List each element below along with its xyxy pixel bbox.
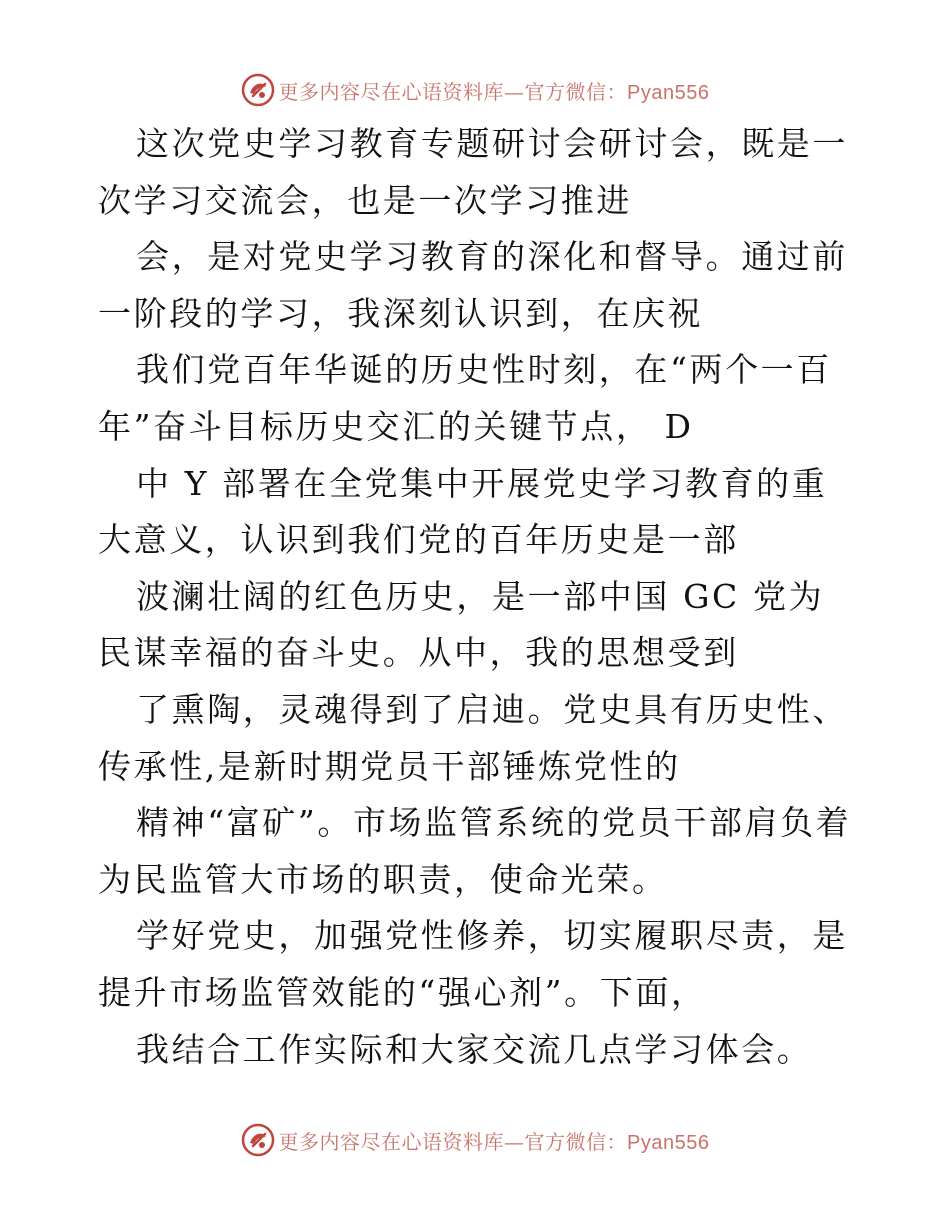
paragraph: 精神“富矿”。市场监管系统的党员干部肩负着为民监管大市场的职责，使命光荣。 xyxy=(98,803,852,899)
document-body xyxy=(98,116,858,1078)
paragraph: 中 Y 部署在全党集中开展党史学习教育的重大意义，认识到我们党的百年历史是一部 xyxy=(98,463,828,560)
rose-seal-logo-icon xyxy=(241,73,275,107)
footer-wechat-id: Pyan556 xyxy=(627,1131,710,1154)
paragraph: 会，是对党史学习教育的深化和督导。通过前一阶段的学习，我深刻认识到，在庆祝 xyxy=(98,237,848,333)
header-watermark-banner xyxy=(0,72,950,108)
paragraph: 学好党史，加强党性修养，切实履职尽责，是提升市场监管效能的“强心剂”。下面， xyxy=(98,916,848,1012)
header-wechat-id: Pyan556 xyxy=(627,81,710,104)
paragraph: 波澜壮阔的红色历史，是一部中国 GC 党为民谋幸福的奋斗史。从中，我的思想受到 xyxy=(98,576,825,673)
paragraph: 了熏陶，灵魂得到了启迪。党史具有历史性、传承性,是新时期党员干部锤炼党性的 xyxy=(98,689,848,786)
header-banner-text: 更多内容尽在心语资料库—官方微信：Pyan556 xyxy=(278,79,710,104)
paragraph: 我们党百年华诞的历史性时刻，在“两个一百年”奋斗目标历史交汇的关键节点， D xyxy=(98,350,832,446)
footer-banner-text: 更多内容尽在心语资料库—官方微信：Pyan556 xyxy=(278,1129,710,1154)
rose-seal-logo-icon xyxy=(241,1123,275,1157)
paragraph: 我结合工作实际和大家交流几点学习体会。 xyxy=(136,1029,813,1069)
footer-watermark-banner xyxy=(0,1122,950,1158)
paragraph: 这次党史学习教育专题研讨会研讨会，既是一次学习交流会，也是一次学习推进 xyxy=(98,124,848,220)
